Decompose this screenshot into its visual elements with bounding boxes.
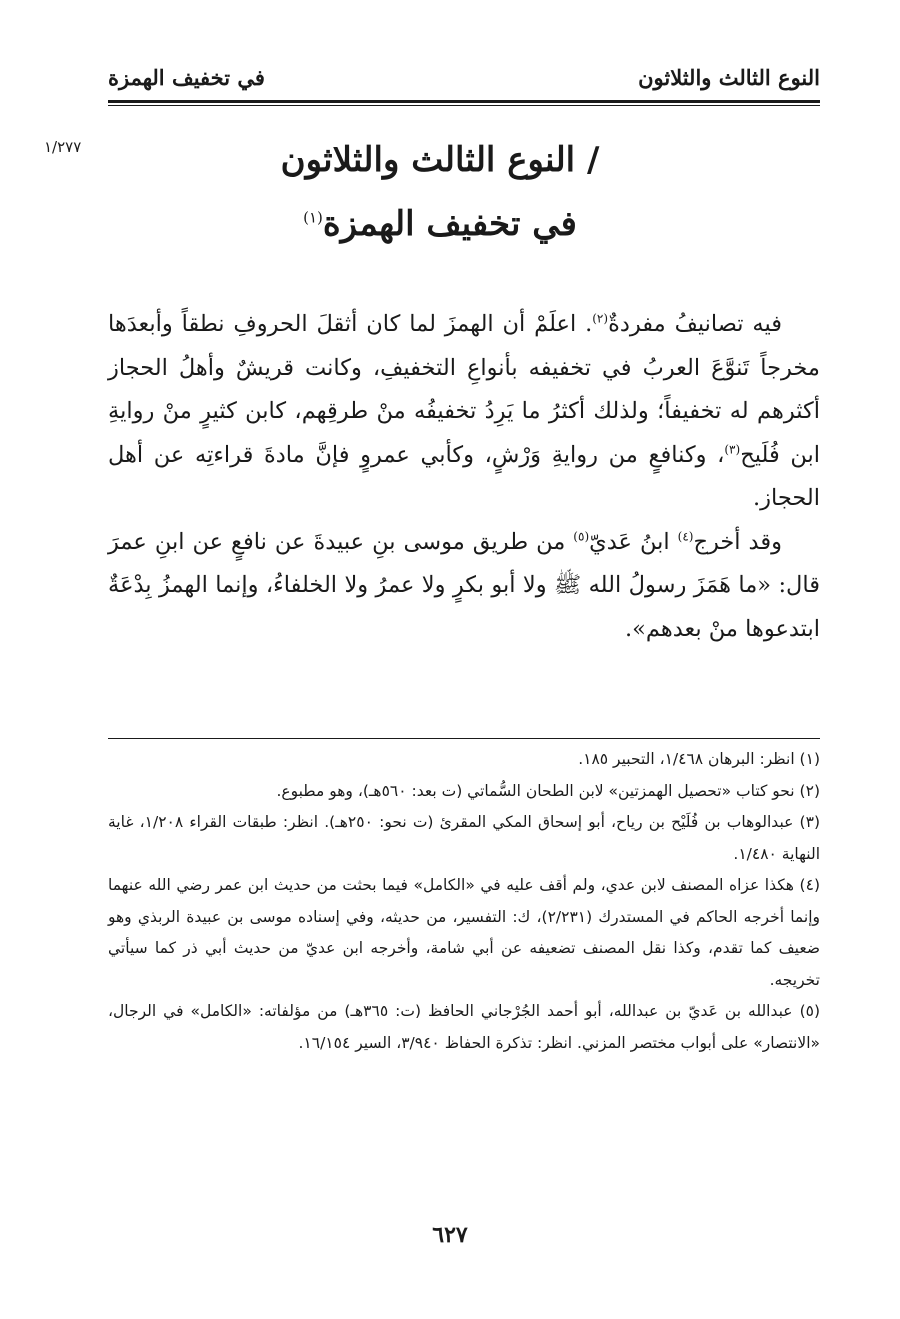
- header-rule: [108, 100, 820, 103]
- paragraph-1: [108, 303, 820, 521]
- running-header: [108, 58, 820, 96]
- footnote-separator: [108, 738, 820, 739]
- header-rule-thin: [108, 105, 820, 106]
- footnote-1: (١) انظر: البرهان ١/٤٦٨، التحبير ١٨٥.: [578, 750, 820, 768]
- footnote-marker: (٥): [573, 529, 590, 543]
- p1-text-c: ، وكنافعٍ من روايةِ وَرْشٍ، وكأبي عمروٍ فإنَّ مادةَ قراءتِه عن أهل الحجاز.: [108, 441, 820, 511]
- footnote-marker: (٢): [592, 311, 609, 326]
- paragraph-2: [108, 521, 820, 652]
- footnotes: [108, 744, 820, 1059]
- header-chapter-title: النوع الثالث والثلاثون: [638, 64, 820, 90]
- footnote-4: (٤) هكذا عزاه المصنف لابن عدي، ولم أقف عليه في «الكامل» فيما بحثت من حديث ابن عمر رضي الله عنهما وإنما أخرجه الحاكم في المستدرك (٢/٢٣١)، ك: التفسير، من حديثه، وفي إسناده موسى بن عبيدة الربذي وهو ضعيف كما تقدم، وكذا نقل المصنف تضعيفه عن أبي شامة، وأخرجه ابن عديّ من حديث أبي ذر كما سيأتي تخريجه.: [108, 876, 820, 989]
- page-number: ٦٢٧: [432, 1222, 468, 1248]
- footnote-3: (٣) عبدالوهاب بن فُلَيْح بن رياح، أبو إسحاق المكي المقرئ (ت نحو: ٢٥٠هـ). انظر: طبقات القراء ١/٢٠٨، غاية النهاية ١/٤٨٠.: [108, 813, 820, 863]
- p2-text-a: وقد أخرج: [693, 528, 782, 555]
- footnote-marker: (٤): [677, 529, 694, 543]
- p1-text-a: فيه تصانيفُ مفردةٌ: [608, 311, 782, 337]
- footnote-2: (٢) نحو كتاب «تحصيل الهمزتين» لابن الطحان السُّماتي (ت بعد: ٥٦٠هـ)، وهو مطبوع.: [276, 781, 820, 800]
- chapter-title: / النوع الثالث والثلاثون: [280, 140, 600, 180]
- main-text: [108, 303, 820, 651]
- footnote-marker: (١): [303, 208, 323, 227]
- chapter-subtitle: [140, 204, 740, 244]
- header-topic-title: في تخفيف الهمزة: [108, 64, 265, 90]
- footnote-marker: (٣): [724, 442, 741, 456]
- p2-text-c: من طريق موسى بنِ عبيدةَ عن نافعٍ عن ابنِ عمرَ قال: «ما هَمَزَ رسولُ الله ﷺ ولا أبو بكرٍ ولا عمرُ ولا الخلفاءُ، وإنما الهمزُ بِدْعَةٌ ابتدعوها منْ بعدهم».: [108, 528, 820, 642]
- chapter-subtitle-text: في تخفيف الهمزة: [322, 204, 577, 244]
- margin-manuscript-reference: ١/٢٧٧: [44, 138, 82, 156]
- p2-text-b: ابنُ عَديّ: [589, 528, 678, 555]
- footnote-5: (٥) عبدالله بن عَديّ بن عبدالله، أبو أحمد الجُرْجاني الحافظ (ت: ٣٦٥هـ) من مؤلفاته: «الكامل» في الرجال، «الانتصار» على أبواب مختصر المزني. انظر: تذكرة الحفاظ ٣/٩٤٠، السير ١٦/١٥٤.: [108, 1002, 821, 1052]
- p1-text-b: . اعلَمْ أن الهمزَ لما كان أثقلَ الحروفِ نطقاً وأبعدَها مخرجاً تَنوَّعَ العربُ في تخفيفه بأنواعِ التخفيفِ، وكانت قريشٌ وأهلُ الحجاز أكثرهم له تخفيفاً؛ ولذلك أكثرُ ما يَرِدُ تخفيفُه منْ طرقِهم، كابن كثيرٍ منْ روايةِ ابن فُلَيح: [108, 311, 820, 468]
